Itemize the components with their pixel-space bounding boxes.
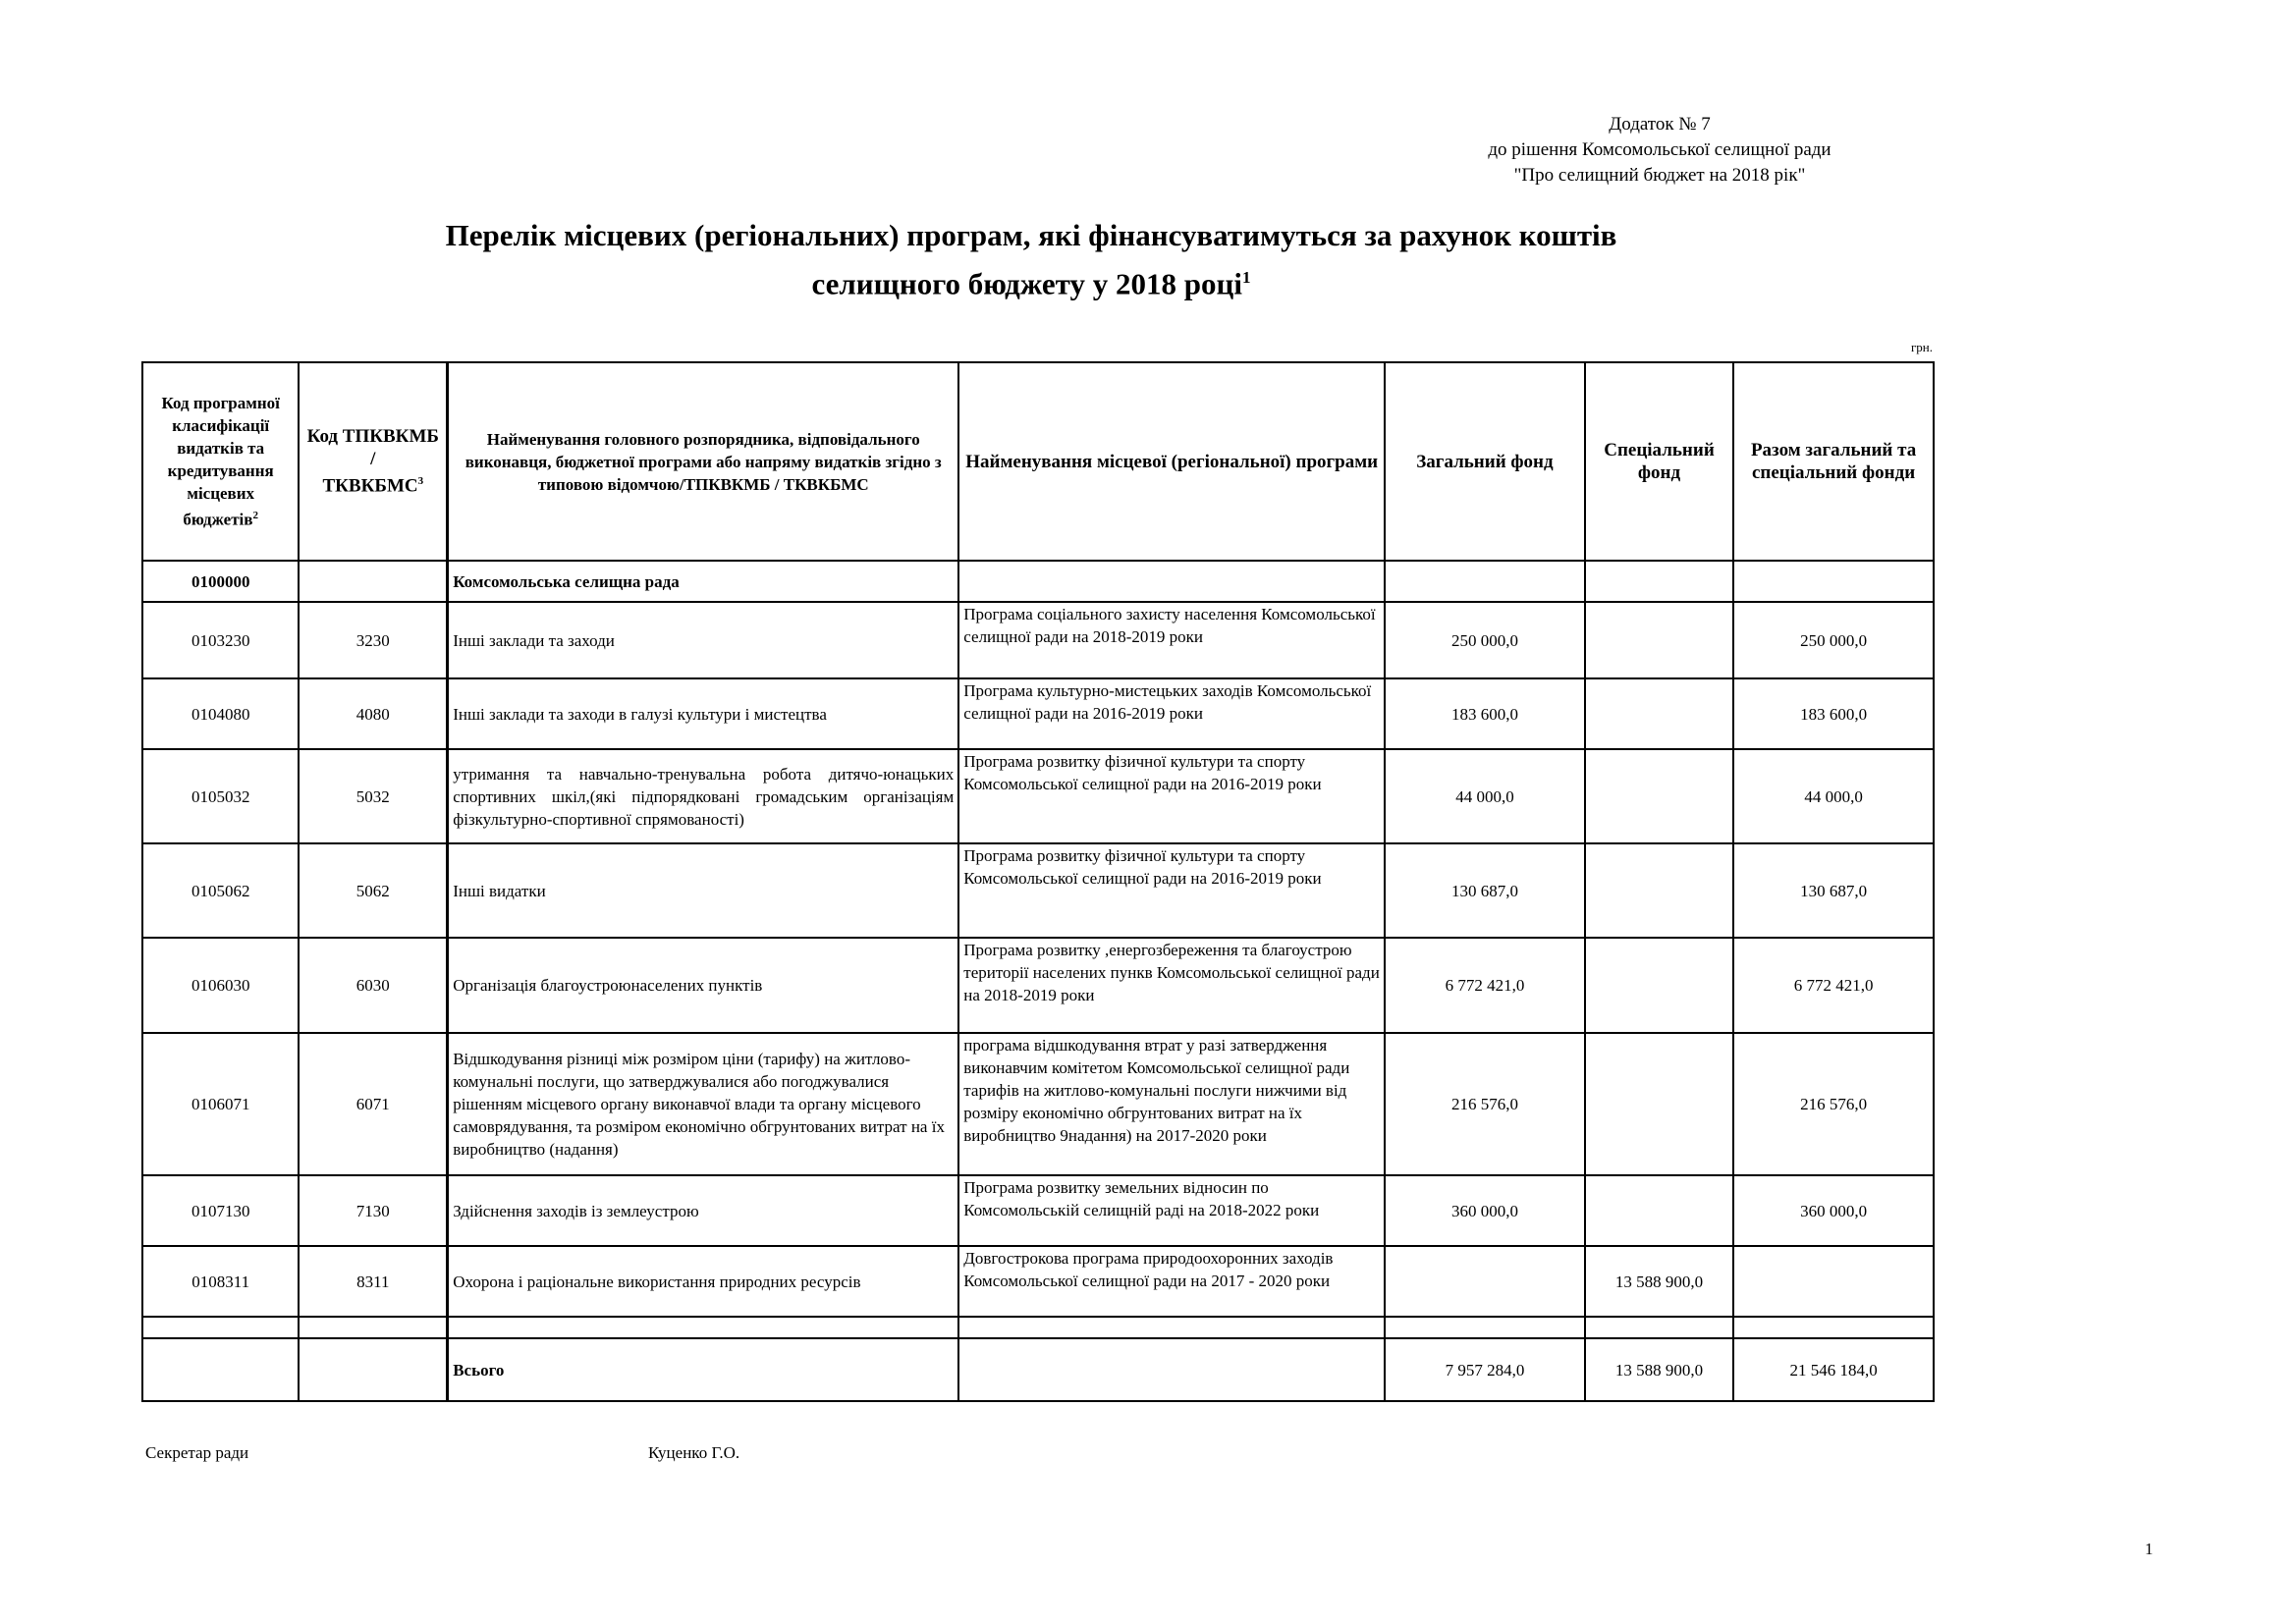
row-code: 0108311 — [142, 1246, 299, 1317]
group-general — [1385, 561, 1585, 602]
row-name: утримання та навчально-тренувальна робота дитячо-юнацьких спортивних шкіл,(які підпорядковані громадським організаціям фізкультурно-спортивної спрямованості) — [448, 749, 959, 843]
programs-table — [141, 361, 1935, 1402]
signature-position: Секретар ради — [145, 1443, 249, 1462]
row-special — [1585, 1033, 1733, 1175]
row-general: 183 600,0 — [1385, 678, 1585, 749]
row-tpk: 6071 — [299, 1033, 447, 1175]
title-line-2 — [295, 256, 1768, 304]
row-special — [1585, 843, 1733, 938]
table-row — [142, 843, 1934, 938]
row-total: 250 000,0 — [1733, 602, 1934, 678]
header-program-code-mark: 2 — [252, 510, 258, 522]
row-tpk: 4080 — [299, 678, 447, 749]
annex-decision: до рішення Комсомольської селищної ради — [1488, 139, 1831, 160]
row-general: 6 772 421,0 — [1385, 938, 1585, 1033]
empty-row — [142, 1317, 1934, 1338]
table-row — [142, 1246, 1934, 1317]
row-code: 0106071 — [142, 1033, 299, 1175]
totals-label: Всього — [448, 1338, 959, 1401]
empty-cell — [1733, 1317, 1934, 1338]
row-name: Відшкодування різниці між розміром ціни (тарифу) на житлово-комунальні послуги, що затверджувалися або погоджувалися рішенням місцевого органу виконавчої влади та органу місцевого самоврядування, та розміром економічно обгрунтованих витрат на їх виробництво (надання) — [448, 1033, 959, 1175]
row-special — [1585, 602, 1733, 678]
annex-header — [1414, 112, 1905, 189]
header-tpkvkmb-slash: / — [370, 449, 376, 470]
totals-tpk — [299, 1338, 447, 1401]
row-code: 0105032 — [142, 749, 299, 843]
row-tpk: 5032 — [299, 749, 447, 843]
row-general: 216 576,0 — [1385, 1033, 1585, 1175]
row-special — [1585, 678, 1733, 749]
empty-cell — [299, 1317, 447, 1338]
header-total-fund: Разом загальний та спеціальний фонди — [1733, 362, 1934, 561]
row-total: 6 772 421,0 — [1733, 938, 1934, 1033]
row-general: 360 000,0 — [1385, 1175, 1585, 1246]
row-code: 0104080 — [142, 678, 299, 749]
table-row — [142, 678, 1934, 749]
document-title — [295, 214, 1768, 304]
row-program: Програма соціального захисту населення Комсомольської селищної ради на 2018-2019 роки — [958, 602, 1385, 678]
empty-cell — [958, 1317, 1385, 1338]
signature-name: Куценко Г.О. — [648, 1443, 740, 1462]
totals-special: 13 588 900,0 — [1585, 1338, 1733, 1401]
row-program: Програма розвитку фізичної культури та спорту Комсомольської селищної ради на 2016-2019 роки — [958, 843, 1385, 938]
row-code: 0103230 — [142, 602, 299, 678]
row-program: Програма культурно-мистецьких заходів Комсомольської селищної ради на 2016-2019 роки — [958, 678, 1385, 749]
header-program-code-text: Код програмної класифікації видатків та кредитування місцевих бюджетів — [161, 394, 280, 529]
page-number: 1 — [2145, 1540, 2154, 1558]
empty-cell — [1385, 1317, 1585, 1338]
header-special-fund: Спеціальний фонд — [1585, 362, 1733, 561]
group-tpk — [299, 561, 447, 602]
row-program: Програма розвитку ,енергозбереження та благоустрою території населених пункв Комсомольської селищної ради на 2018-2019 роки — [958, 938, 1385, 1033]
row-tpk: 5062 — [299, 843, 447, 938]
row-general: 44 000,0 — [1385, 749, 1585, 843]
row-general: 130 687,0 — [1385, 843, 1585, 938]
row-total: 44 000,0 — [1733, 749, 1934, 843]
table-row — [142, 1033, 1934, 1175]
row-name: Охорона і раціональне використання природних ресурсів — [448, 1246, 959, 1317]
row-tpk: 7130 — [299, 1175, 447, 1246]
header-program-name: Найменування місцевої (регіональної) програми — [958, 362, 1385, 561]
title-line-1: Перелік місцевих (регіональних) програм, які фінансуватимуться за рахунок коштів — [445, 218, 1617, 252]
header-expenditure-name: Найменування головного розпорядника, відповідального виконавця, бюджетної програми або напряму видатків згідно з типовою відомчою/ТПКВКМБ / ТКВКБМС — [448, 362, 959, 561]
empty-cell — [1585, 1317, 1733, 1338]
header-program-code — [142, 362, 299, 561]
annex-budget-title: "Про селищний бюджет на 2018 рік" — [1513, 165, 1806, 186]
row-name: Здійснення заходів із землеустрою — [448, 1175, 959, 1246]
totals-total: 21 546 184,0 — [1733, 1338, 1934, 1401]
row-total: 183 600,0 — [1733, 678, 1934, 749]
group-special — [1585, 561, 1733, 602]
row-name: Інші видатки — [448, 843, 959, 938]
row-name: Організація благоустроюнаселених пунктів — [448, 938, 959, 1033]
table-header-row — [142, 362, 1934, 561]
title-line-2-text: селищного бюджету у 2018 році — [811, 266, 1242, 301]
group-row — [142, 561, 1934, 602]
header-tpkvkmb — [299, 362, 447, 561]
row-name: Інші заклади та заходи в галузі культури і мистецтва — [448, 678, 959, 749]
row-program: програма відшкодування втрат у разі затвердження виконавчим комітетом Комсомольської селищної ради тарифів на житлово-комунальні послуги нижчими від розміру економічно обгрунтованих витрат на їх виробництво 9надання) на 2017-2020 роки — [958, 1033, 1385, 1175]
table-row — [142, 1175, 1934, 1246]
row-program: Програма розвитку фізичної культури та спорту Комсомольської селищної ради на 2016-2019 роки — [958, 749, 1385, 843]
header-tkvkbms — [303, 470, 442, 497]
table-row — [142, 602, 1934, 678]
group-name: Комсомольська селищна рада — [448, 561, 959, 602]
row-tpk: 6030 — [299, 938, 447, 1033]
row-program: Довгострокова програма природоохоронних заходів Комсомольської селищної ради на 2017 - 2020 роки — [958, 1246, 1385, 1317]
title-footnote-mark: 1 — [1241, 268, 1251, 287]
row-special — [1585, 1175, 1733, 1246]
header-general-fund: Загальний фонд — [1385, 362, 1585, 561]
row-tpk: 8311 — [299, 1246, 447, 1317]
currency-unit: грн. — [1910, 340, 1933, 354]
row-general — [1385, 1246, 1585, 1317]
totals-program — [958, 1338, 1385, 1401]
empty-cell — [142, 1317, 299, 1338]
table-row — [142, 749, 1934, 843]
annex-number: Додаток № 7 — [1609, 114, 1711, 135]
table-row — [142, 938, 1934, 1033]
totals-code — [142, 1338, 299, 1401]
row-code: 0107130 — [142, 1175, 299, 1246]
row-special: 13 588 900,0 — [1585, 1246, 1733, 1317]
row-special — [1585, 749, 1733, 843]
row-tpk: 3230 — [299, 602, 447, 678]
row-total — [1733, 1246, 1934, 1317]
row-special — [1585, 938, 1733, 1033]
header-tkvkbms-mark: 3 — [417, 475, 424, 488]
row-total: 216 576,0 — [1733, 1033, 1934, 1175]
row-program: Програма розвитку земельних відносин по Комсомольській селищній раді на 2018-2022 роки — [958, 1175, 1385, 1246]
row-total: 360 000,0 — [1733, 1175, 1934, 1246]
row-code: 0105062 — [142, 843, 299, 938]
header-tkvkbms-text: ТКВКБМС — [322, 475, 418, 497]
header-tpkvkmb-line1: Код ТПКВКМБ — [306, 426, 439, 448]
group-program — [958, 561, 1385, 602]
row-name: Інші заклади та заходи — [448, 602, 959, 678]
group-code: 0100000 — [142, 561, 299, 602]
row-general: 250 000,0 — [1385, 602, 1585, 678]
row-code: 0106030 — [142, 938, 299, 1033]
totals-row — [142, 1338, 1934, 1401]
group-total — [1733, 561, 1934, 602]
totals-general: 7 957 284,0 — [1385, 1338, 1585, 1401]
empty-cell — [448, 1317, 959, 1338]
row-total: 130 687,0 — [1733, 843, 1934, 938]
